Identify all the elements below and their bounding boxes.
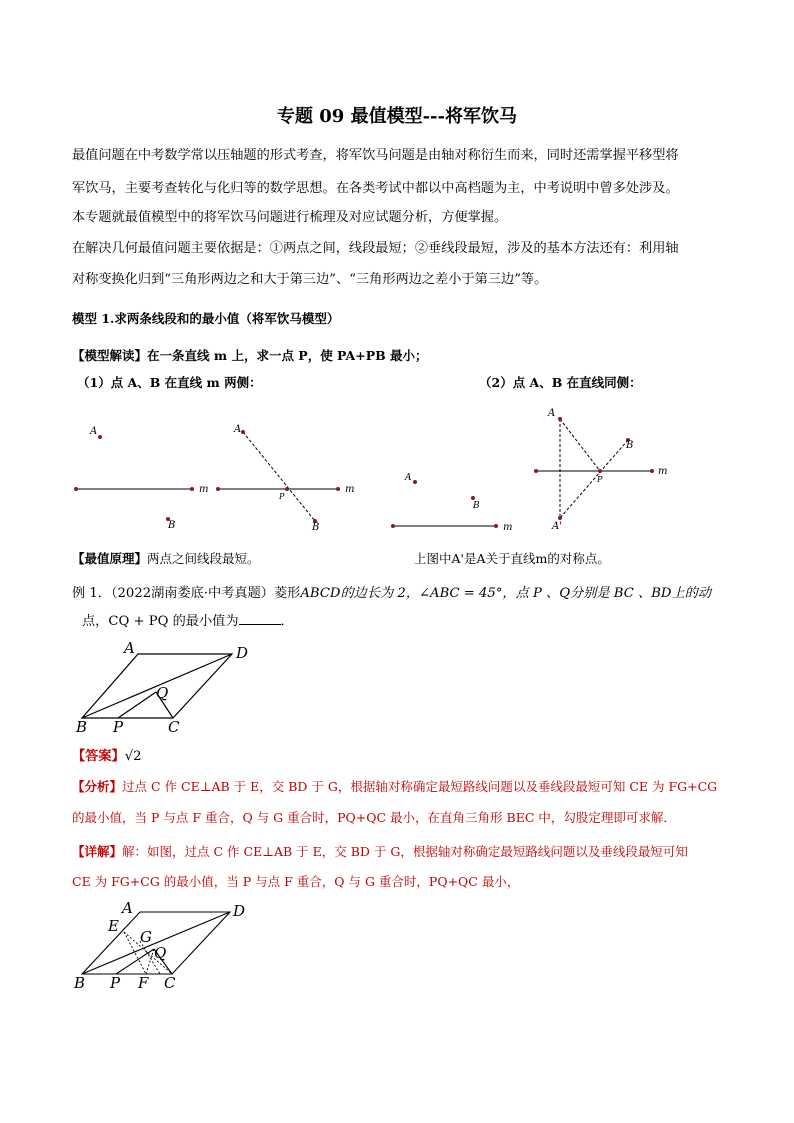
example1-prefix: 例 1．（2022湖南娄底·中考真题）菱形: [72, 586, 301, 601]
label-Aprime-4: A': [552, 521, 562, 532]
fig1-label-B: B: [76, 718, 88, 735]
detail-line-1: [72, 842, 688, 860]
label-A-4: A: [548, 408, 556, 419]
label-B-4: B: [626, 440, 634, 451]
fig2-label-P: P: [110, 974, 121, 992]
model1-jiedu: [72, 346, 428, 364]
label-P-2: P: [279, 492, 285, 501]
jiedu-text: 在一条直线 m 上，求一点 P，使 PA+PB 最小；: [147, 348, 428, 363]
model1-case2: （2）点 A、B 在直线同侧：: [479, 375, 642, 390]
fig2-label-B: B: [74, 974, 86, 992]
fig2-label-Q: Q: [154, 944, 167, 962]
rhombus-figure-construction: [70, 898, 270, 996]
analysis-line-1: [72, 777, 717, 795]
page-title: 专题 09 最值模型---将军饮马: [277, 106, 517, 127]
fig2-label-A: A: [122, 899, 133, 917]
analysis-text-1: 过点 C 作 CE⊥AB 于 E，交 BD 于 G，根据轴对称确定最短路线问题以及垂线段最短可知 CE 为 FG+CG: [122, 779, 718, 794]
label-A-2: A: [234, 424, 242, 435]
fig1-label-P: P: [113, 718, 124, 735]
analysis-line-2: 的最小值，当 P 与点 F 重合，Q 与 G 重合时，PQ+QC 最小，在直角三角形 BEC 中，勾股定理即可求解．: [72, 810, 676, 825]
detail-label: 【详解】: [72, 844, 123, 859]
intro-line-1: 最值问题在中考数学常以压轴题的形式考查，将军饮马问题是由轴对称衍生而来，同时还需掌握平移型将: [72, 148, 679, 163]
label-A-3: A: [405, 473, 412, 483]
label-B-3: B: [473, 501, 480, 511]
label-m-2: m: [345, 484, 355, 495]
fig1-label-C: C: [168, 718, 180, 735]
label-m-3: m: [503, 522, 513, 533]
fig2-label-D: D: [233, 902, 246, 920]
label-B-1: B: [168, 520, 176, 531]
principle-text: 两点之间线段最短。: [147, 551, 260, 566]
principle-label: 【最值原理】: [72, 551, 148, 566]
fig1-label-Q: Q: [156, 684, 169, 702]
detail-text-1: 解：如图，过点 C 作 CE⊥AB 于 E，交 BD 于 G，根据轴对称确定最短路线问题以及垂线段最短可知: [122, 844, 688, 859]
model1-case1: （1）点 A、B 在直线 m 两侧：: [77, 375, 262, 390]
label-B-2: B: [312, 522, 320, 533]
intro-line-5: 对称变换化归到“三角形两边之和大于第三边”、“三角形两边之差小于第三边”等。: [72, 272, 548, 287]
model1-diagrams: [60, 400, 740, 540]
label-m-4: m: [658, 466, 668, 477]
model1-note: 上图中A'是A关于直线m的对称点。: [414, 551, 610, 566]
segment-ap-dashed: [560, 419, 600, 471]
fig2-label-G: G: [140, 928, 152, 946]
model1-heading: 模型 1.求两条线段和的最小值（将军饮马模型）: [72, 311, 340, 326]
answer-line: [72, 745, 142, 764]
answer-blank: [239, 612, 281, 625]
label-A-1: A: [90, 426, 98, 437]
answer-value: √2: [124, 749, 142, 764]
label-m-1: m: [199, 484, 209, 495]
example1-line2: [82, 610, 294, 629]
model1-principle: [72, 549, 260, 567]
segment-ab-dashed: [243, 432, 315, 521]
segment-ba-dashed: [560, 440, 628, 518]
answer-label: 【答案】: [72, 749, 125, 764]
example1-end: ．: [280, 614, 294, 629]
fig1-label-A: A: [124, 640, 135, 657]
intro-line-3: 本专题就最值模型中的将军饮马问题进行梳理及对应试题分析，方便掌握。: [72, 210, 508, 225]
detail-line-2: CE 为 FG+CG 的最小值，当 P 与点 F 重合，Q 与 G 重合时，PQ+QC 最小，: [72, 874, 520, 889]
label-P-4: P: [597, 475, 603, 484]
intro-line-4: 在解决几何最值问题主要依据是：①两点之间，线段最短；②垂线段最短，涉及的基本方法还有：利用轴: [72, 241, 679, 256]
fig2-label-E: E: [108, 917, 119, 935]
intro-line-2: 军饮马，主要考查转化与化归等的数学思想。在各类考试中都以中高档题为主，中考说明中曾多处涉及。: [72, 181, 679, 196]
jiedu-label: 【模型解读】: [72, 348, 148, 363]
analysis-label: 【分析】: [72, 779, 123, 794]
rhombus-figure: [70, 640, 270, 735]
fig2-label-C: C: [164, 974, 176, 992]
example1-question: 点，CQ + PQ 的最小值为: [82, 614, 239, 629]
fig1-label-D: D: [236, 644, 249, 662]
fig2-label-F: F: [138, 974, 149, 992]
example1-rest: ABCD的边长为 2，∠ABC = 45°，点 P 、Q分别是 BC 、BD上的动: [300, 586, 712, 601]
example1-line1: [72, 582, 711, 601]
